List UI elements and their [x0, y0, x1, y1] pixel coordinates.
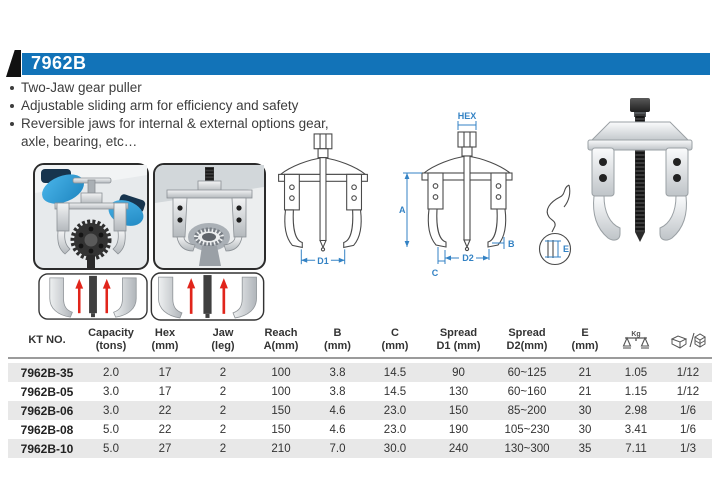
table-row — [8, 439, 712, 458]
cell: 7.11 — [625, 442, 647, 455]
cell: 23.0 — [383, 404, 407, 417]
cell: 30 — [578, 404, 592, 417]
dim-label-hex: HEX — [457, 111, 477, 121]
cell: 190 — [448, 423, 469, 436]
bullet-dot — [10, 104, 14, 108]
col-header-reach-a: Reach A(mm) — [252, 325, 310, 358]
cell: 23.0 — [383, 423, 407, 436]
dim-label-d1: D1 — [317, 256, 329, 267]
puller-outline — [279, 134, 368, 251]
cell: 30 — [578, 423, 592, 436]
bullet-dot — [10, 86, 14, 90]
cell-kt-no: 7962B-05 — [20, 384, 74, 399]
cell: 3.0 — [103, 404, 119, 417]
col-header-jaw: Jaw (leg) — [194, 325, 252, 358]
puller-diagram-d1 — [268, 130, 378, 278]
cell: 150 — [271, 423, 291, 436]
cell: 60~160 — [507, 385, 547, 398]
product-photo — [574, 96, 706, 260]
col-header-e: E (mm) — [562, 325, 608, 358]
spec-table — [8, 325, 712, 458]
cell: 1.05 — [624, 366, 648, 379]
table-header-row — [8, 325, 712, 358]
carton-icon — [670, 329, 706, 351]
bullet-dot — [10, 122, 14, 126]
cell: 2 — [219, 366, 227, 379]
cell: 85~200 — [507, 404, 547, 417]
cell: 2 — [219, 442, 227, 455]
product-title-bar — [22, 53, 710, 75]
cell: 30.0 — [383, 442, 407, 455]
col-header-packing — [664, 325, 712, 358]
cell: 5.0 — [103, 442, 119, 455]
cell: 3.41 — [624, 423, 648, 436]
usage-photo-gear — [33, 163, 149, 270]
cell-kt-no: 7962B-08 — [20, 422, 74, 437]
dim-label-c: C — [431, 268, 439, 278]
jaw-option-diagram-1 — [38, 272, 148, 321]
col-header-kt-no: KT NO. — [8, 325, 86, 358]
cell: 2.98 — [624, 404, 648, 417]
cell: 3.8 — [329, 366, 346, 379]
cell: 1.15 — [624, 385, 648, 398]
cell: 100 — [271, 385, 291, 398]
dimension-c — [432, 247, 445, 278]
feature-text: Reversible jaws for internal & external options gear, axle, bearing, etc… — [21, 116, 329, 149]
dim-label-a: A — [399, 205, 406, 215]
dim-label-d2: D2 — [462, 253, 474, 263]
col-header-weight — [608, 325, 664, 358]
title-flag — [6, 50, 21, 77]
col-header-spread-d2: Spread D2(mm) — [492, 325, 562, 358]
table-row — [8, 382, 712, 401]
feature-text: Adjustable sliding arm for efficiency and safety — [21, 98, 299, 113]
feature-text: Two-Jaw gear puller — [21, 80, 142, 95]
cell: 130~300 — [504, 442, 550, 455]
cell: 2.0 — [103, 366, 119, 379]
cell: 2 — [219, 423, 227, 436]
cell: 21 — [578, 385, 592, 398]
cell: 14.5 — [383, 385, 407, 398]
cell: 22 — [158, 423, 172, 436]
cell: 2 — [219, 404, 227, 417]
cell-kt-no: 7962B-06 — [20, 403, 74, 418]
puller-outline — [422, 132, 512, 251]
cell: 210 — [271, 442, 291, 455]
cell: 1/6 — [680, 404, 696, 417]
table-row — [8, 363, 712, 382]
dimension-hex — [458, 111, 477, 130]
cell: 35 — [578, 442, 592, 455]
cell: 3.8 — [329, 385, 346, 398]
cell: 240 — [448, 442, 469, 455]
dimension-a — [399, 173, 422, 247]
puller-diagram-d2 — [398, 110, 533, 278]
cell: 22 — [158, 404, 172, 417]
col-header-hex: Hex (mm) — [136, 325, 194, 358]
col-header-spread-d1: Spread D1 (mm) — [425, 325, 492, 358]
page-title: 7962B — [31, 53, 87, 73]
col-header-capacity: Capacity (tons) — [86, 325, 136, 358]
dim-label-e: E — [563, 244, 570, 254]
cell: 7.0 — [329, 442, 346, 455]
cell: 60~125 — [507, 366, 547, 379]
dim-label-b: B — [508, 239, 515, 249]
cell: 130 — [448, 385, 469, 398]
cell: 4.6 — [329, 404, 346, 417]
cell: 4.6 — [329, 423, 346, 436]
cell: 1/6 — [680, 423, 696, 436]
dimension-d1 — [301, 249, 344, 266]
cell-kt-no: 7962B-35 — [20, 365, 74, 380]
cell: 1/12 — [676, 385, 700, 398]
table-row — [8, 401, 712, 420]
scale-kg-icon — [622, 329, 650, 351]
cell: 90 — [452, 366, 465, 379]
cell: 3.0 — [103, 385, 119, 398]
feature-item — [8, 79, 360, 97]
cell: 105~230 — [504, 423, 550, 436]
cell: 14.5 — [383, 366, 407, 379]
col-header-c: C (mm) — [365, 325, 425, 358]
cell: 2 — [219, 385, 227, 398]
feature-item — [8, 97, 360, 115]
usage-photo-bearing — [153, 163, 266, 270]
cell: 5.0 — [103, 423, 119, 436]
table-row — [8, 420, 712, 439]
cell: 21 — [578, 366, 592, 379]
cell: 150 — [448, 404, 469, 417]
cell-kt-no: 7962B-10 — [20, 441, 74, 456]
cell: 17 — [158, 366, 172, 379]
cell: 150 — [271, 404, 291, 417]
cell: 1/3 — [680, 442, 696, 455]
col-header-b: B (mm) — [310, 325, 365, 358]
cell: 100 — [271, 366, 291, 379]
jaw-option-diagram-2 — [150, 272, 265, 321]
cell: 1/12 — [676, 366, 700, 379]
cell: 27 — [158, 442, 172, 455]
cell: 17 — [158, 385, 172, 398]
kg-label: Kg — [631, 331, 641, 339]
